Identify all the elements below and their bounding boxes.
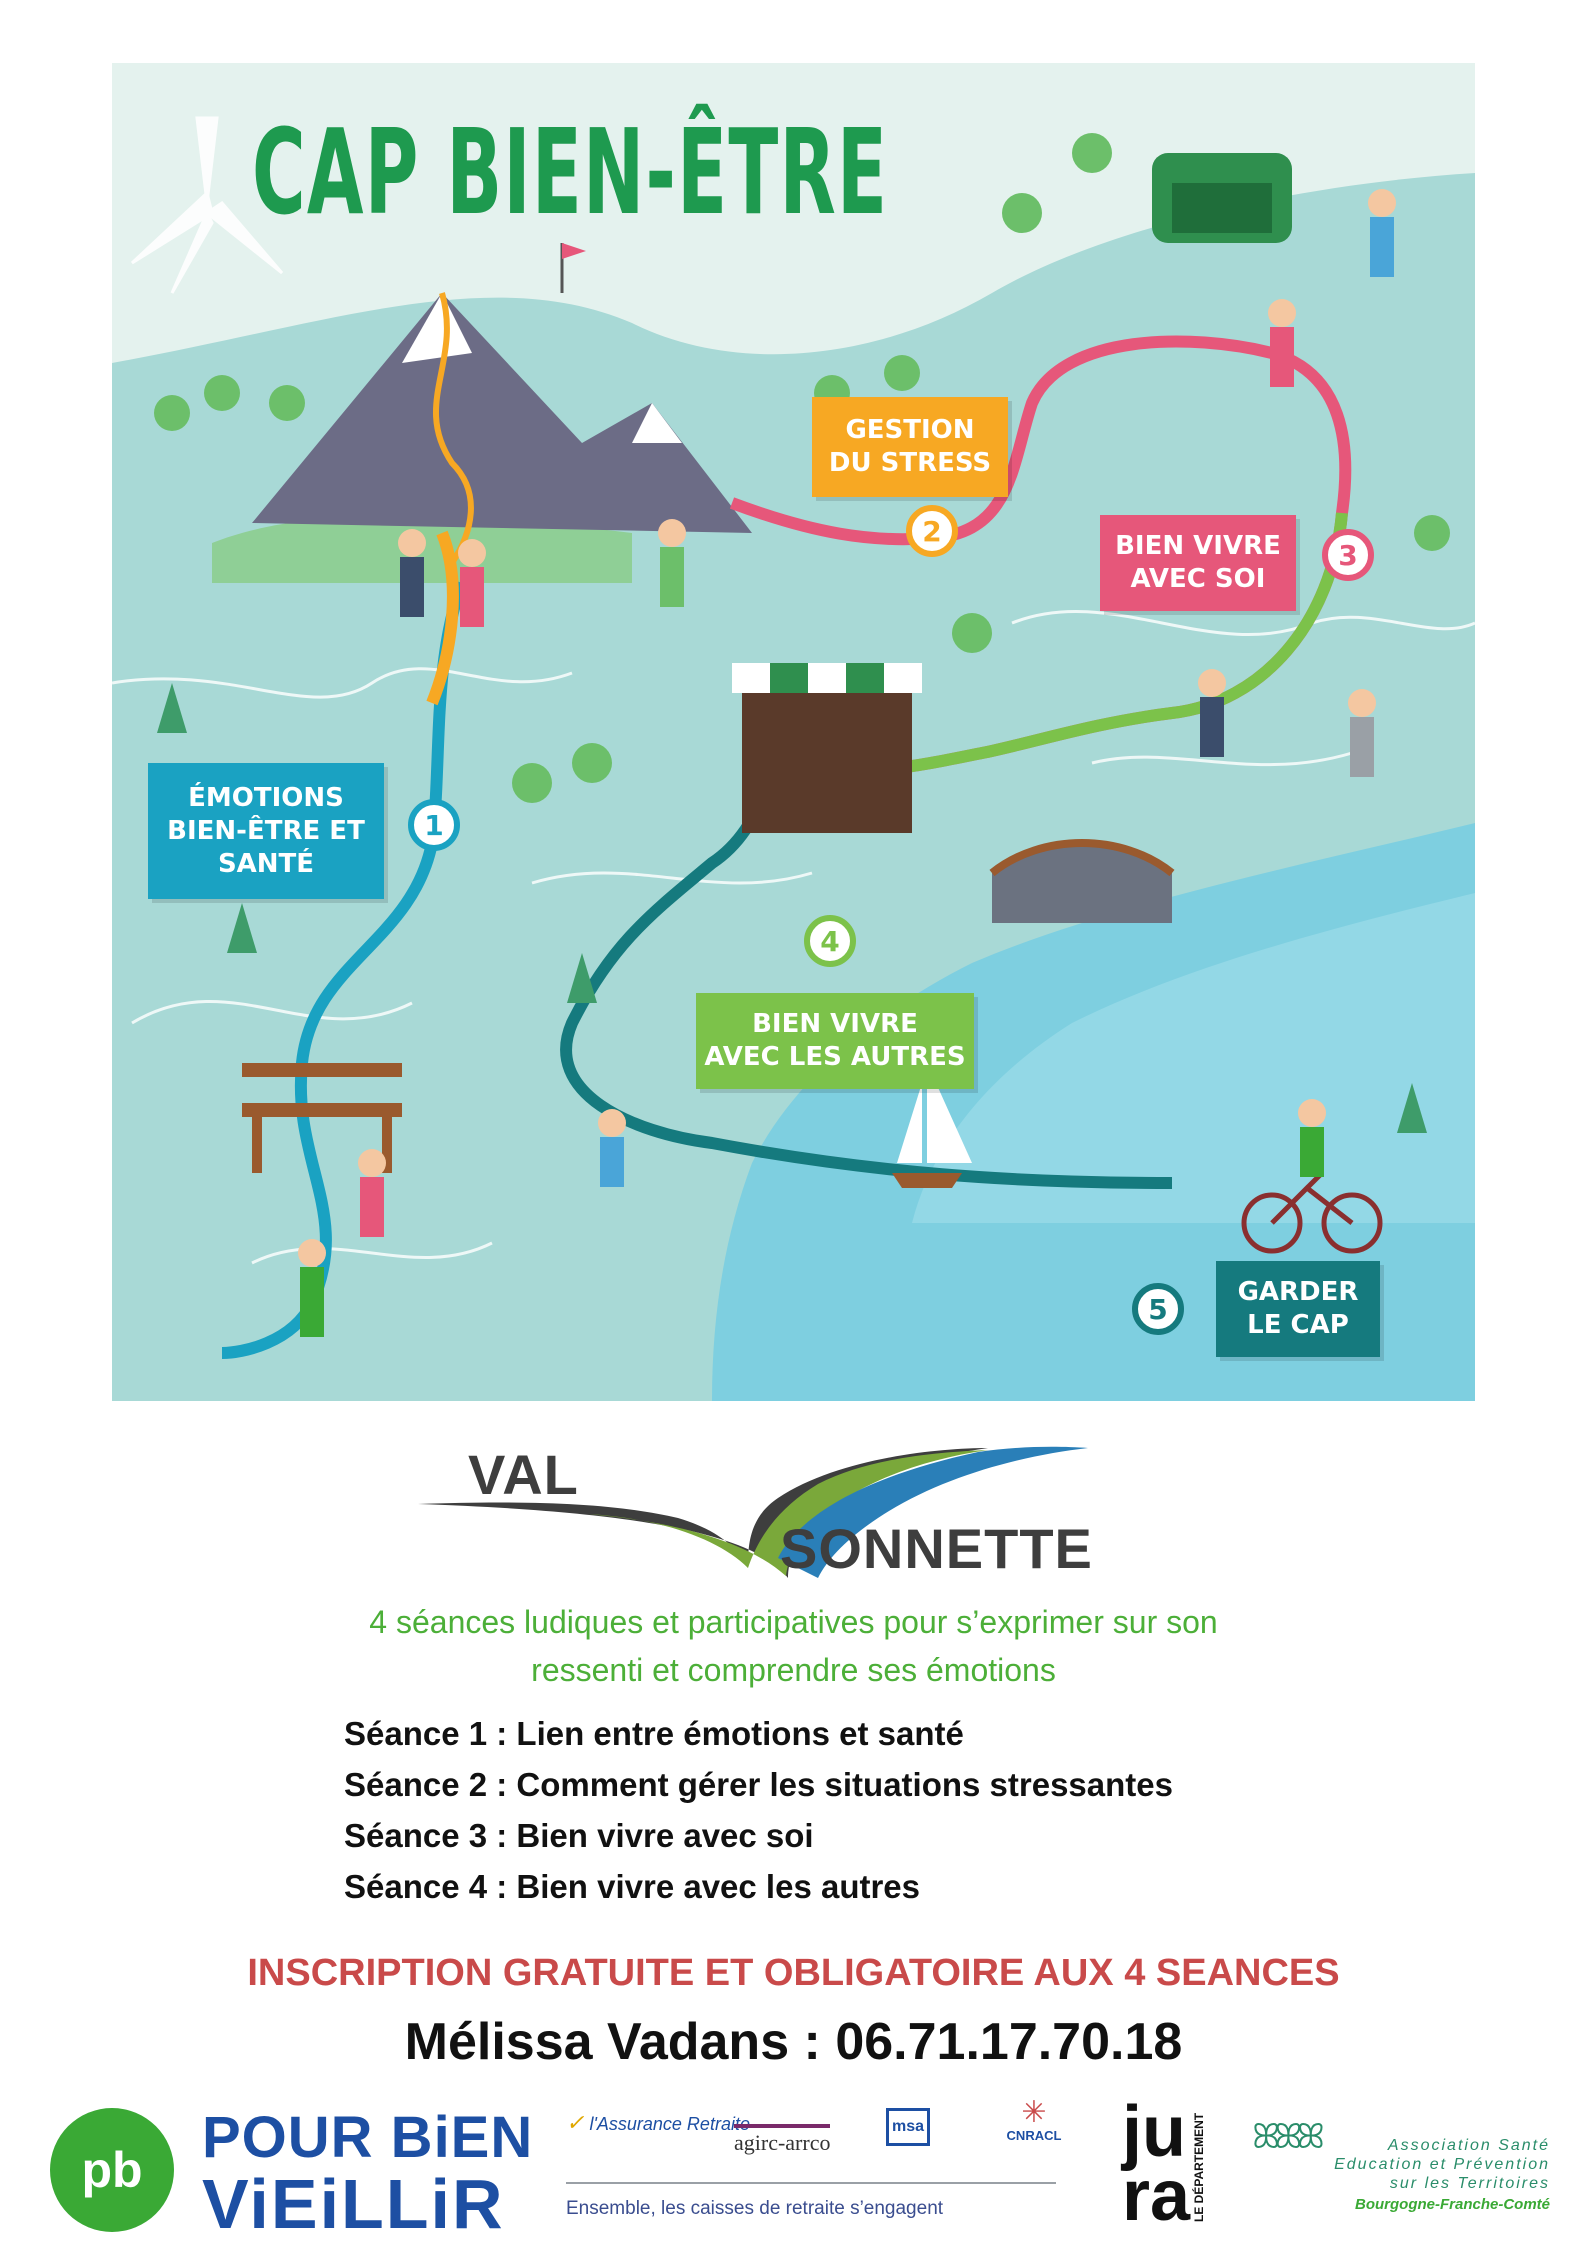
step-3-number: 3: [1322, 529, 1374, 581]
intro-line-2: ressenti et comprendre ses émotions: [531, 1652, 1056, 1688]
step-5-number: 5: [1132, 1283, 1184, 1335]
step-3-label: BIEN VIVRE AVEC SOI: [1100, 515, 1296, 611]
pbv-text-line-2: ViEiLLiR: [202, 2165, 505, 2243]
session-item: Séance 4 : Bien vivre avec les autres: [344, 1868, 921, 1905]
sessions-list: [344, 1708, 1173, 1912]
inscription-notice: INSCRIPTION GRATUITE ET OBLIGATOIRE AUX 4 SEANCES: [247, 1952, 1340, 1994]
map-illustration: [112, 63, 1475, 1401]
armchair-icon: [1152, 153, 1292, 243]
jura-logo-line-1: ju: [1122, 2092, 1186, 2172]
step-1-label: ÉMOTIONS BIEN-ÊTRE ET SANTÉ: [148, 763, 384, 899]
logo-text-sonnette: SONNETTE: [780, 1517, 1093, 1580]
session-item: Séance 2 : Comment gérer les situations stressantes: [344, 1766, 1173, 1803]
bridge-icon: [992, 843, 1172, 923]
agirc-arrco-logo: agirc-arrco: [734, 2124, 830, 2156]
contact-phone: Mélissa Vadans : 06.71.17.70.18: [404, 2013, 1183, 2071]
msa-logo: msa: [886, 2108, 930, 2146]
asept-people-icon: ꕤꕤꕤ: [1252, 2118, 1319, 2156]
cnracl-people-icon: ✳: [1021, 2096, 1047, 2129]
pbv-text-line-1: POUR BiEN: [202, 2105, 534, 2170]
step-4-label: BIEN VIVRE AVEC LES AUTRES: [696, 993, 974, 1089]
jura-logo-line-2: ra: [1122, 2156, 1191, 2236]
cap-bien-etre-map: [112, 63, 1475, 1401]
assurance-retraite-logo: ✓ l'Assurance Retraite: [566, 2110, 750, 2135]
logo-text-val: VAL: [468, 1443, 579, 1506]
step-1-number: 1: [408, 799, 460, 851]
intro-line-1: 4 séances ludiques et participatives pour s’exprimer sur son: [369, 1604, 1218, 1640]
pour-bien-vieillir-badge-icon: [50, 2108, 174, 2232]
step-4-number: 4: [804, 915, 856, 967]
step-5-label: GARDER LE CAP: [1216, 1261, 1380, 1357]
step-2-number: 2: [906, 505, 958, 557]
val-sonnette-logo: [418, 1438, 1178, 1583]
session-item: Séance 3 : Bien vivre avec soi: [344, 1817, 814, 1854]
footer-divider: [566, 2182, 1056, 2184]
cnracl-logo: ✳ CNRACL: [1004, 2098, 1064, 2143]
pbv-badge-text: pb: [81, 2142, 143, 2198]
map-title: CAP BIEN-ÊTRE: [252, 103, 889, 241]
asept-association-text: Association Santé Education et Prévention sur les Territoires: [1334, 2137, 1550, 2192]
jura-department-label: LE DÉPARTEMENT: [1192, 2112, 1206, 2222]
retraite-slogan: Ensemble, les caisses de retraite s’engagent: [566, 2198, 944, 2219]
asept-region: Bourgogne-Franche-Comté: [1355, 2196, 1550, 2213]
step-2-label: GESTION DU STRESS: [812, 397, 1008, 497]
market-stall-icon: [732, 663, 922, 833]
session-item: Séance 1 : Lien entre émotions et santé: [344, 1715, 964, 1752]
